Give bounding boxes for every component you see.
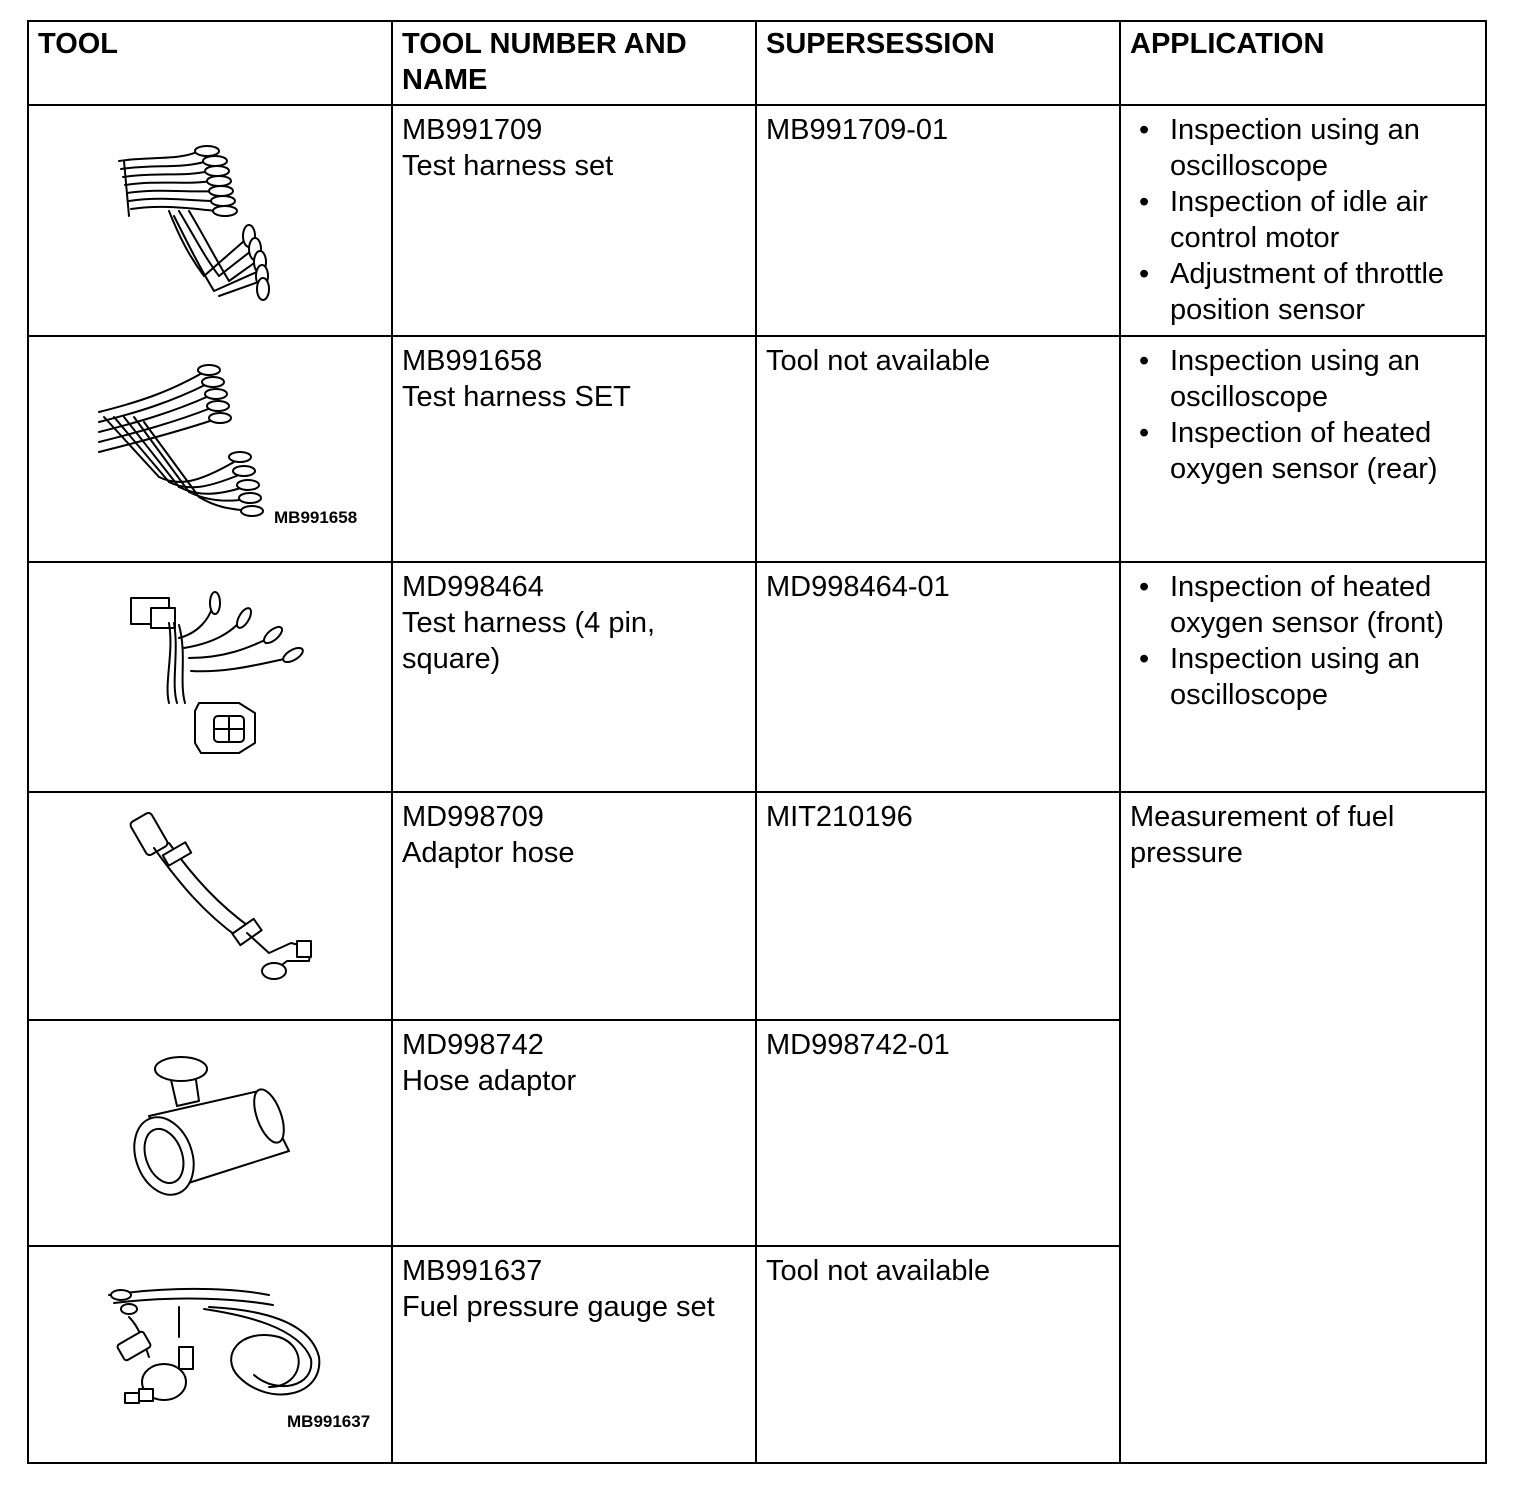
tool-number: MD998464: [402, 571, 544, 603]
supersession-cell: MD998464-01: [756, 562, 1120, 792]
tool-number: MD998709: [402, 801, 544, 833]
header-supersession: SUPERSESSION: [756, 21, 1120, 105]
list-item: • Inspection of heated oxygen sensor (front): [1130, 569, 1476, 641]
list-item: • Adjustment of throttle position sensor: [1130, 256, 1476, 328]
image-label: MB991658: [274, 508, 358, 527]
supersession-cell: Tool not available: [756, 336, 1120, 562]
special-tools-table: [27, 20, 1487, 1464]
application-cell: [1120, 336, 1486, 562]
table-row: [28, 562, 1486, 792]
tool-number-name-cell: [392, 1020, 756, 1246]
tool-name: Test harness (4 pin, square): [402, 607, 656, 675]
tool-name: Hose adaptor: [402, 1065, 577, 1097]
table-row: [28, 105, 1486, 336]
tool-name: Adaptor hose: [402, 837, 575, 869]
test-harness-icon: [29, 106, 393, 337]
list-item: • Inspection of idle air control motor: [1130, 184, 1476, 256]
application-cell: [1120, 562, 1486, 792]
tool-number-name-cell: [392, 562, 756, 792]
tool-image-cell: [28, 336, 392, 562]
table-row: [28, 336, 1486, 562]
tool-name: Fuel pressure gauge set: [402, 1291, 715, 1323]
test-harness-icon: [29, 337, 393, 563]
header-tool-number-and-name: TOOL NUMBER AND NAME: [392, 21, 756, 105]
hose-adaptor-icon: [29, 1021, 393, 1247]
application-list: [1130, 112, 1476, 328]
tool-number: MB991637: [402, 1255, 543, 1287]
tool-number-name-cell: [392, 1246, 756, 1463]
tool-image-cell: [28, 105, 392, 336]
list-item: • Inspection using an oscilloscope: [1130, 641, 1476, 713]
tool-image-cell: [28, 792, 392, 1020]
table-row: [28, 792, 1486, 1020]
application-list: [1130, 569, 1476, 713]
application-cell: [1120, 105, 1486, 336]
tool-number-name-cell: [392, 792, 756, 1020]
tool-number: MB991658: [402, 345, 543, 377]
tool-name: Test harness SET: [402, 381, 631, 413]
image-label: MB991637: [287, 1412, 371, 1431]
list-item: • Inspection using an oscilloscope: [1130, 343, 1476, 415]
list-item: • Inspection using an oscilloscope: [1130, 112, 1476, 184]
application-cell: Measurement of fuel pressure: [1120, 792, 1486, 1463]
adaptor-hose-icon: [29, 793, 393, 1021]
application-list: [1130, 343, 1476, 487]
tool-image-cell: [28, 1020, 392, 1246]
header-tool: TOOL: [28, 21, 392, 105]
supersession-cell: Tool not available: [756, 1246, 1120, 1463]
tool-name: Test harness set: [402, 150, 614, 182]
tool-image-cell: [28, 1246, 392, 1463]
supersession-cell: MB991709-01: [756, 105, 1120, 336]
header-row: [28, 21, 1486, 105]
tool-number: MB991709: [402, 114, 543, 146]
supersession-cell: MIT210196: [756, 792, 1120, 1020]
list-item: • Inspection of heated oxygen sensor (rear): [1130, 415, 1476, 487]
tool-number: MD998742: [402, 1029, 544, 1061]
connector-harness-icon: [29, 563, 393, 793]
supersession-cell: MD998742-01: [756, 1020, 1120, 1246]
fuel-pressure-gauge-icon: [29, 1247, 393, 1464]
tool-number-name-cell: [392, 105, 756, 336]
header-application: APPLICATION: [1120, 21, 1486, 105]
tool-image-cell: [28, 562, 392, 792]
tool-number-name-cell: [392, 336, 756, 562]
